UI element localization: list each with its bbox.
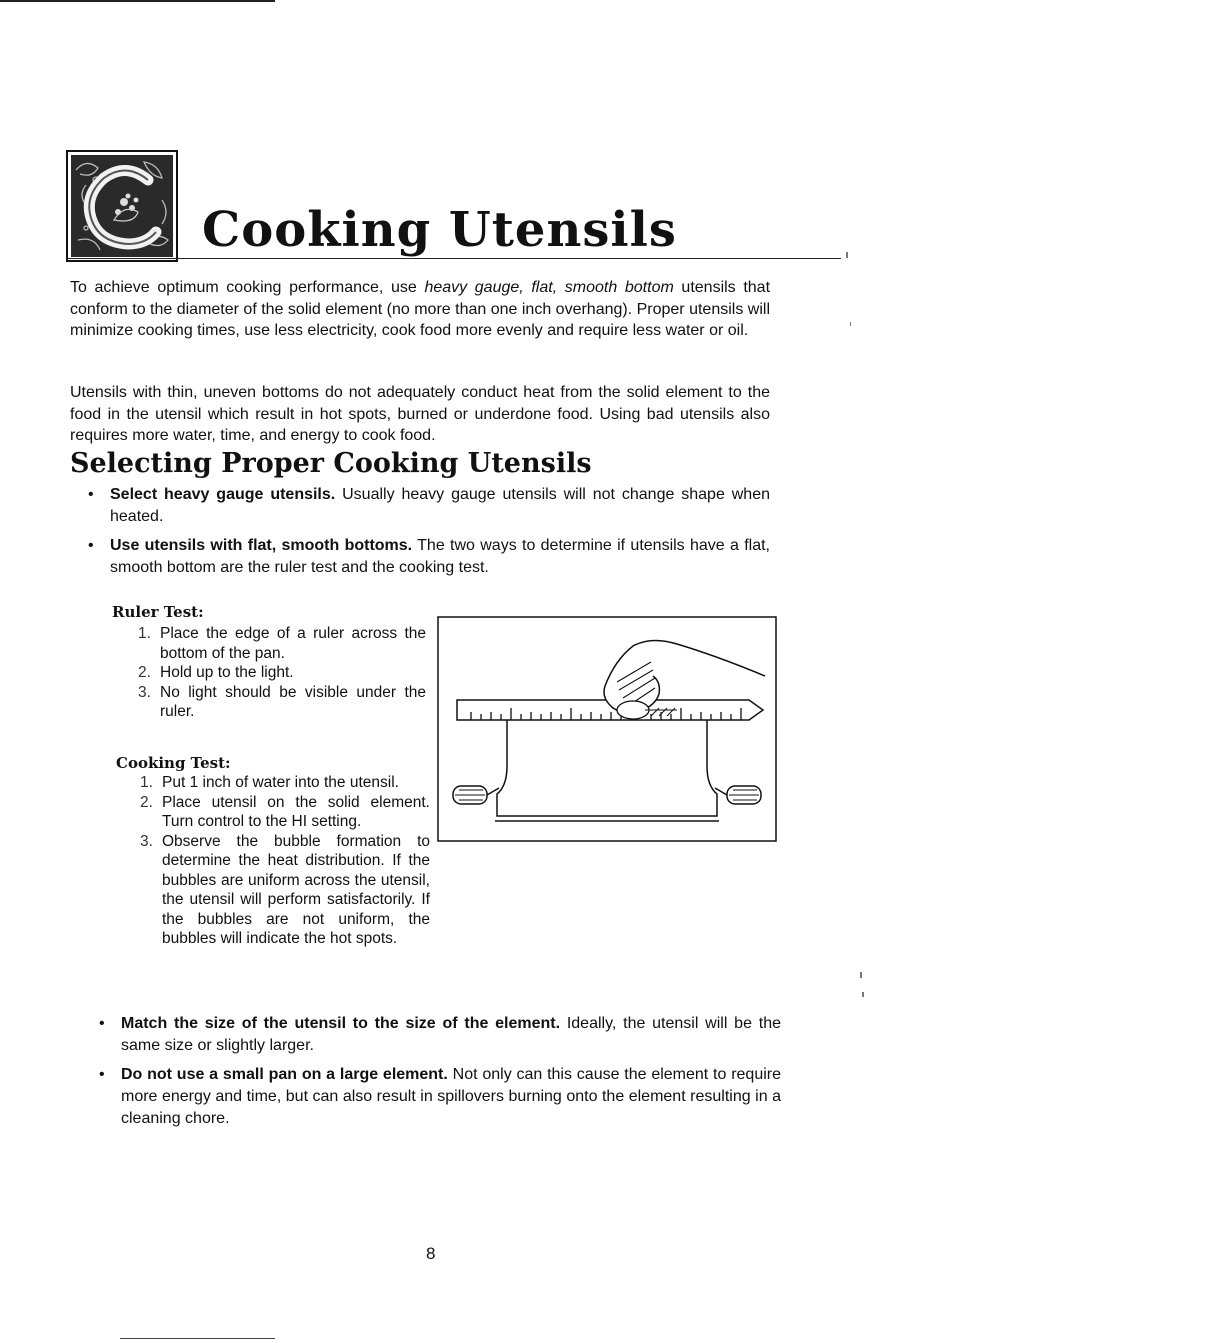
intro-text-b: utensils that conform to the diameter of the solid element (no more than one inch overhang). Proper utensils will minimize cooking times, use less electricity, cook food more evenly and require less water or oil. [70,279,771,339]
list-item [138,683,426,722]
scan-speck [862,992,864,997]
bullet-flat-bottoms [110,535,770,579]
page-number: 8 [426,1244,436,1263]
bullet-lead: Use utensils with flat, smooth bottoms. [110,537,413,554]
step-text: Place utensil on the solid element. Turn control to the HI setting. [162,793,430,830]
bullet-text: Not only can this cause the element to require more energy and time, but can also result in spillovers burning onto the element resulting in a cleaning chore. [121,1066,782,1127]
bullet-lead: Select heavy gauge utensils. [110,486,336,503]
bullet-small-pan [121,1064,781,1130]
step-text: No light should be visible under the ruler. [160,683,426,720]
step-number: 1. [138,625,151,642]
list-item [140,832,430,949]
title-underline [66,258,841,259]
step-text: Place the edge of a ruler across the bottom of the pan. [160,625,426,662]
cooking-test-heading: Cooking Test: [116,754,231,772]
ruler-test-heading: Ruler Test: [112,603,204,621]
step-number: 1. [140,774,153,791]
intro-text-a: To achieve optimum cooking performance, use [70,279,425,296]
bullet-lead: Do not use a small pan on a large element. [121,1066,448,1083]
scan-speck [860,972,862,978]
bullet-lead: Match the size of the utensil to the size of the element. [121,1015,561,1032]
step-number: 2. [140,793,153,811]
scan-speck [846,252,848,258]
hot-spots-paragraph: Utensils with thin, uneven bottoms do not adequately conduct heat from the solid element to the food in the utensil which result in hot spots, burned or underdone food. Using bad utensils also requires more water, time, and energy to cook food. [70,384,770,444]
bottom-edge-rule [120,1338,275,1339]
ruler-test-illustration-icon [437,616,777,842]
bullet-text: The two ways to determine if utensils have a flat, smooth bottom are the ruler test and the cooking test. [110,537,770,576]
step-number: 2. [138,664,151,681]
step-text: Hold up to the light. [160,664,294,681]
list-item [140,773,430,793]
page-title: Cooking Utensils [202,202,677,258]
step-text: Put 1 inch of water into the utensil. [162,774,399,791]
intro-paragraph [70,277,770,342]
list-item [138,624,426,663]
ornamental-drop-cap-icon [66,150,178,262]
intro-emphasis: heavy gauge, flat, smooth bottom [424,279,674,296]
top-edge-rule [0,0,275,2]
ruler-test-steps [138,624,426,722]
list-item [138,663,426,683]
section-heading: Selecting Proper Cooking Utensils [70,448,592,479]
bullet-match-size [121,1013,781,1057]
scan-speck [850,322,851,326]
step-number: 3. [138,683,151,701]
step-text: Observe the bubble formation to determine the heat distribution. If the bubbles are uniform across the utensil, the utensil will perform satisfactorily. If the bubbles are not uniform, the bubbles will indicate the hot spots. [162,832,430,947]
step-number: 3. [140,832,153,850]
cooking-test-steps [140,773,430,949]
bullet-text: Ideally, the utensil will be the same size or slightly larger. [121,1015,781,1054]
bullet-text: Usually heavy gauge utensils will not change shape when heated. [110,486,771,525]
list-item [140,793,430,832]
bullet-heavy-gauge [110,484,770,528]
